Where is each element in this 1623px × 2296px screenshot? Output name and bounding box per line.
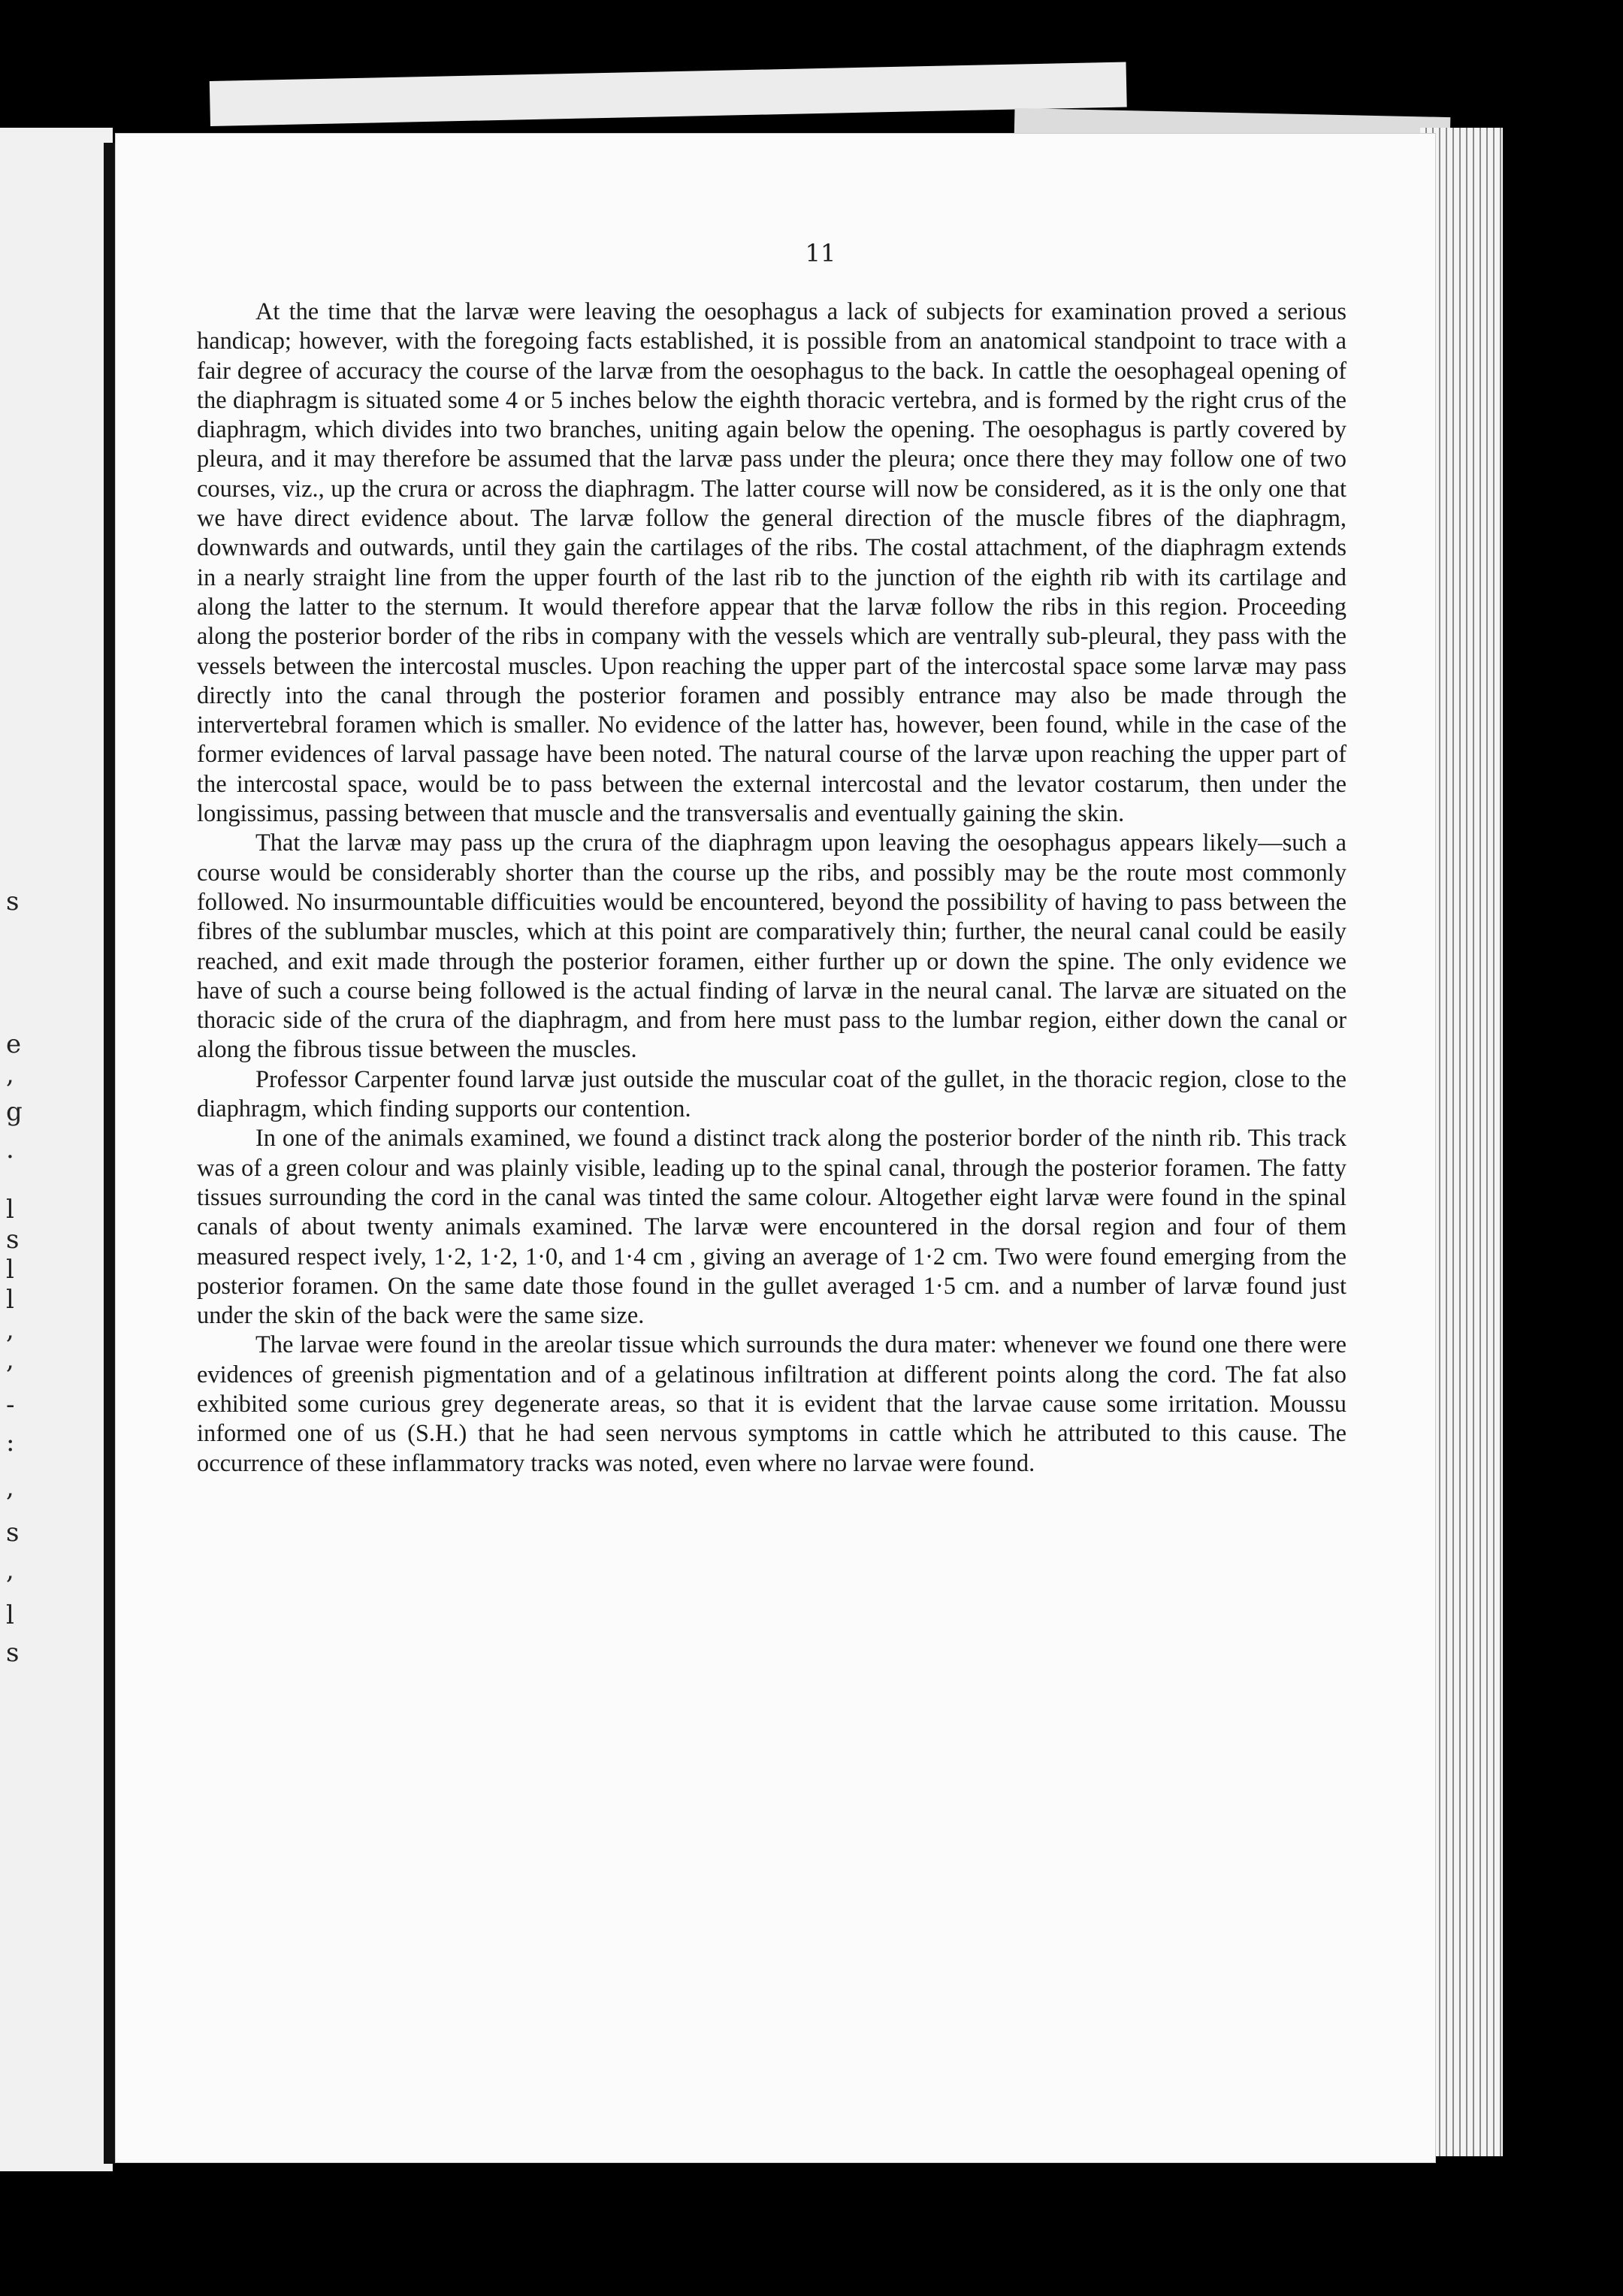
facing-page-text-fragments <box>0 128 113 2171</box>
margin-fragment: s <box>6 1225 20 1255</box>
book-page <box>116 134 1435 2162</box>
page-number: 11 <box>805 239 836 267</box>
paragraph: At the time that the larvæ were leaving the oesophagus a lack of subjects for examination proved a serious handicap; however, with the foregoing facts established, it is possible from an anatomical standpoint to trace with a fair degree of accuracy the course of the larvæ from the oesophagus to the back. In cattle the oesophageal opening of the diaphragm is situated some 4 or 5 inches below the eighth thoracic vertebra, and is formed by the right crus of the diaphragm, which divides into two branches, uniting again below the opening. The oesophagus is partly covered by pleura, and it may therefore be assumed that the larvæ pass under the pleura; once there they may follow one of two courses, viz., up the crura or across the diaphragm. The latter course will now be considered, as it is the only one that we have direct evidence about. The larvæ follow the general direction of the muscle fibres of the diaphragm, downwards and outwards, until they gain the cartilages of the ribs. The costal attachment, of the diaphragm extends in a nearly straight line from the upper fourth of the last rib to the junction of the eighth rib with its cartilage and along the latter to the sternum. It would therefore appear that the larvæ follow the ribs in this region. Proceeding along the posterior border of the ribs in company with the vessels which are ventrally sub-pleural, they pass with the vessels between the intercostal muscles. Upon reaching the upper part of the intercostal space some larvæ may pass directly into the canal through the posterior foramen and possibly entrance may also be made through the intervertebral foramen which is smaller. No evidence of the latter has, however, been found, while in the case of the former evidences of larval passage have been noted. The natural course of the larvæ upon reaching the upper part of the intercostal space, would be to pass between the external intercostal and the levator costarum, then under the longissimus, passing between that muscle and the transversalis and eventually gaining the skin. <box>197 298 1346 828</box>
margin-fragment: - <box>6 1390 15 1420</box>
margin-fragment: s <box>6 887 20 917</box>
paragraph: Professor Carpenter found larvæ just outside the muscular coat of the gullet, in the thoracic region, close to the diaphragm, which finding supports our contention. <box>197 1065 1346 1123</box>
page-stack-top-edge <box>210 62 1127 126</box>
facing-page-edge <box>0 128 113 2171</box>
margin-fragment: l <box>6 1285 14 1315</box>
page-body <box>197 298 1346 1479</box>
margin-fragment: l <box>6 1255 14 1285</box>
margin-fragment: , <box>6 1345 14 1375</box>
binding-gutter <box>104 143 116 2164</box>
margin-fragment: , <box>6 1315 14 1345</box>
paragraph: That the larvæ may pass up the crura of the diaphragm upon leaving the oesophagus appears likely—such a course would be considerably shorter than the course up the ribs, and possibly may be the route most commonly followed. No insurmountable difficuities would be encountered, beyond the possibility of having to pass between the fibres of the sublumbar muscles, which at this point are comparatively thin; further, the neural canal could be easily reached, and exit made through the posterior foramen, either further up or down the spine. The only evidence we have of such a course being followed is the actual finding of larvæ in the neural canal. The larvæ are situated on the thoracic side of the crura of the diaphragm, and from here must pass to the lumbar region, either down the canal or along the fibrous tissue between the muscles. <box>197 829 1346 1064</box>
paragraph: The larvae were found in the areolar tissue which surrounds the dura mater: whenever we found one there were evidences of greenish pigmentation and of a gelatinous infiltration at different points along the cord. The fat also exhibited some curious grey degenerate areas, so that it is evident that the larvae cause some irritation. Moussu informed one of us (S.H.) that he had seen nervous symptoms in cattle which he attributed to this cause. The occurrence of these inflammatory tracks was noted, even where no larvae were found. <box>197 1331 1346 1477</box>
margin-fragment: , <box>6 1555 14 1585</box>
margin-fragment: l <box>6 1600 14 1630</box>
margin-fragment: s <box>6 1518 20 1548</box>
margin-fragment: . <box>6 1134 14 1165</box>
margin-fragment: s <box>6 1638 20 1668</box>
margin-fragment: , <box>6 1059 14 1089</box>
margin-fragment: : <box>6 1427 15 1458</box>
margin-fragment: l <box>6 1195 14 1225</box>
margin-fragment: , <box>6 1473 14 1503</box>
paragraph: In one of the animals examined, we found a distinct track along the posterior border of the ninth rib. This track was of a green colour and was plainly visible, leading up to the spinal canal, through the posterior foramen. The fatty tissues surrounding the cord in the canal was tinted the same colour. Altogether eight larvæ were found in the spinal canals of about twenty animals examined. The larvæ were encountered in the dorsal region and four of them measured respect ively, 1·2, 1·2, 1·0, and 1·4 cm , giving an average of 1·2 cm. Two were found emerging from the posterior foramen. On the same date those found in the gullet averaged 1·5 cm. and a number of larvæ found just under the skin of the back were the same size. <box>197 1125 1346 1330</box>
margin-fragment: e <box>6 1029 22 1059</box>
margin-fragment: g <box>6 1097 23 1127</box>
